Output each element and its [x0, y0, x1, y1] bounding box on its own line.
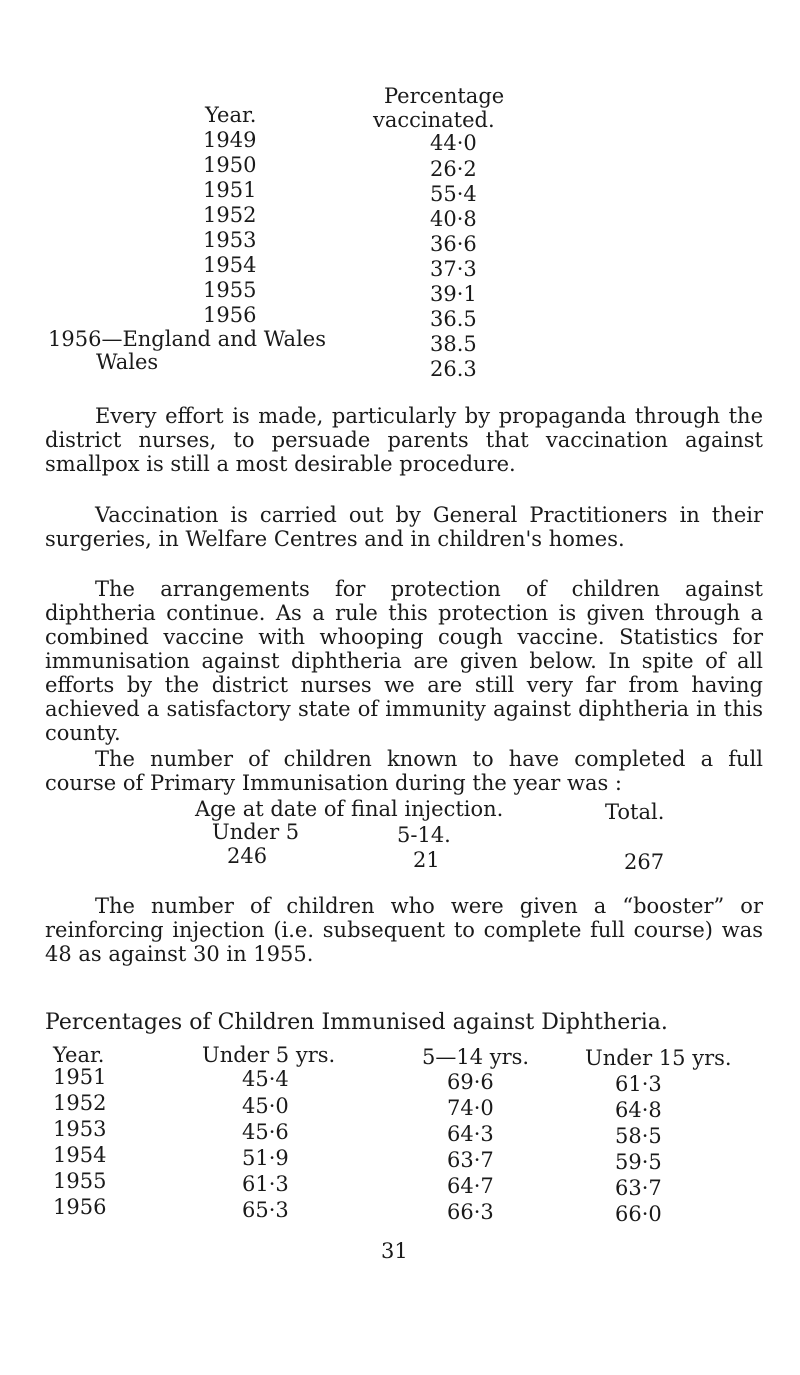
- age5-14-cell: 64·7: [447, 1174, 494, 1198]
- age5-14-cell: 63·7: [447, 1148, 494, 1172]
- age5-14-cell: 69·6: [447, 1070, 494, 1094]
- paragraph-diphtheria: [45, 577, 763, 745]
- year-cell: 1955: [203, 278, 257, 302]
- under15-cell: 66·0: [615, 1202, 662, 1226]
- paragraph-practitioners: [45, 503, 763, 551]
- pct-cell: 36·6: [430, 232, 477, 256]
- year-cell: 1953: [203, 228, 257, 252]
- paragraph-text: Vaccination is carried out by General Practitioners in their surgeries, in Welfare Centres and in children's homes.: [45, 503, 763, 551]
- year-cell: 1951: [203, 178, 257, 202]
- col-header-vaccinated: vaccinated.: [373, 108, 495, 132]
- col-5-14: 5-14.: [397, 823, 451, 847]
- age5-14-cell: 66·3: [447, 1200, 494, 1224]
- page-number: 31: [381, 1239, 408, 1263]
- value-5-14: 21: [413, 848, 440, 872]
- paragraph-primary-course: [45, 747, 763, 795]
- col-header-under-5: Under 5 yrs.: [202, 1043, 336, 1067]
- year-cell: 1950: [203, 153, 257, 177]
- year-cell: 1955: [53, 1169, 107, 1193]
- paragraph-smallpox: [45, 404, 763, 476]
- wales-pct: 26.3: [430, 357, 477, 381]
- table-title: Percentages of Children Immunised against Diphtheria.: [45, 1010, 668, 1035]
- year-cell: 1949: [203, 128, 257, 152]
- pct-cell: 26·2: [430, 157, 477, 181]
- year-cell: 1956: [203, 303, 257, 327]
- col-header-percentage: Percentage: [384, 84, 505, 108]
- paragraph-text: The number of children who were given a “booster” or reinforcing injection (i.e. subsequent to complete full course) was 48 as against 30 in 1955.: [45, 894, 763, 966]
- under15-cell: 58·5: [615, 1124, 662, 1148]
- col-header-under-15: Under 15 yrs.: [585, 1046, 732, 1070]
- under15-cell: 63·7: [615, 1176, 662, 1200]
- under15-cell: 59·5: [615, 1150, 662, 1174]
- header-age-at-final-injection: Age at date of final injection.: [195, 797, 504, 821]
- pct-cell: 39·1: [430, 282, 477, 306]
- header-total: Total.: [605, 800, 665, 824]
- value-under-5: 246: [227, 844, 268, 868]
- paragraph-text: The number of children known to have completed a full course of Primary Immunisation during the year was :: [45, 747, 763, 795]
- year-cell: 1954: [203, 253, 257, 277]
- paragraph-booster: [45, 894, 763, 966]
- year-cell: 1954: [53, 1143, 107, 1167]
- england-wales-label: 1956—England and Wales: [48, 327, 326, 351]
- pct-cell: 40·8: [430, 207, 477, 231]
- paragraph-text: The arrangements for protection of children against diphtheria continue. As a rule this protection is given through a combined vaccine with whooping cough vaccine. Statistics for immunisation against diphtheria are given below. In spite of all efforts by the district nurses we are still very far from having achieved a satisfactory state of immunity against diphtheria in this county.: [45, 577, 763, 745]
- col-header-year: Year.: [53, 1043, 105, 1067]
- under5-cell: 45·4: [242, 1067, 289, 1091]
- paragraph-text: Every effort is made, particularly by propaganda through the district nurses, to persuade parents that vaccination against smallpox is still a most desirable procedure.: [45, 404, 763, 476]
- wales-label: Wales: [96, 350, 159, 374]
- year-cell: 1952: [203, 203, 257, 227]
- year-cell: 1951: [53, 1065, 107, 1089]
- year-cell: 1956: [53, 1195, 107, 1219]
- year-cell: 1952: [53, 1091, 107, 1115]
- col-header-5-14: 5—14 yrs.: [422, 1045, 530, 1069]
- under5-cell: 65·3: [242, 1198, 289, 1222]
- age5-14-cell: 74·0: [447, 1096, 494, 1120]
- pct-cell: 36.5: [430, 307, 477, 331]
- under5-cell: 45·6: [242, 1120, 289, 1144]
- under5-cell: 45·0: [242, 1094, 289, 1118]
- col-under-5: Under 5: [212, 820, 300, 844]
- under15-cell: 61·3: [615, 1072, 662, 1096]
- under15-cell: 64·8: [615, 1098, 662, 1122]
- pct-cell: 44·0: [430, 131, 477, 155]
- year-cell: 1953: [53, 1117, 107, 1141]
- pct-cell: 37·3: [430, 257, 477, 281]
- age5-14-cell: 64·3: [447, 1122, 494, 1146]
- pct-cell: 55·4: [430, 182, 477, 206]
- value-total: 267: [624, 850, 665, 874]
- england-wales-pct: 38.5: [430, 332, 477, 356]
- col-header-year: Year.: [205, 103, 257, 127]
- under5-cell: 51·9: [242, 1146, 289, 1170]
- under5-cell: 61·3: [242, 1172, 289, 1196]
